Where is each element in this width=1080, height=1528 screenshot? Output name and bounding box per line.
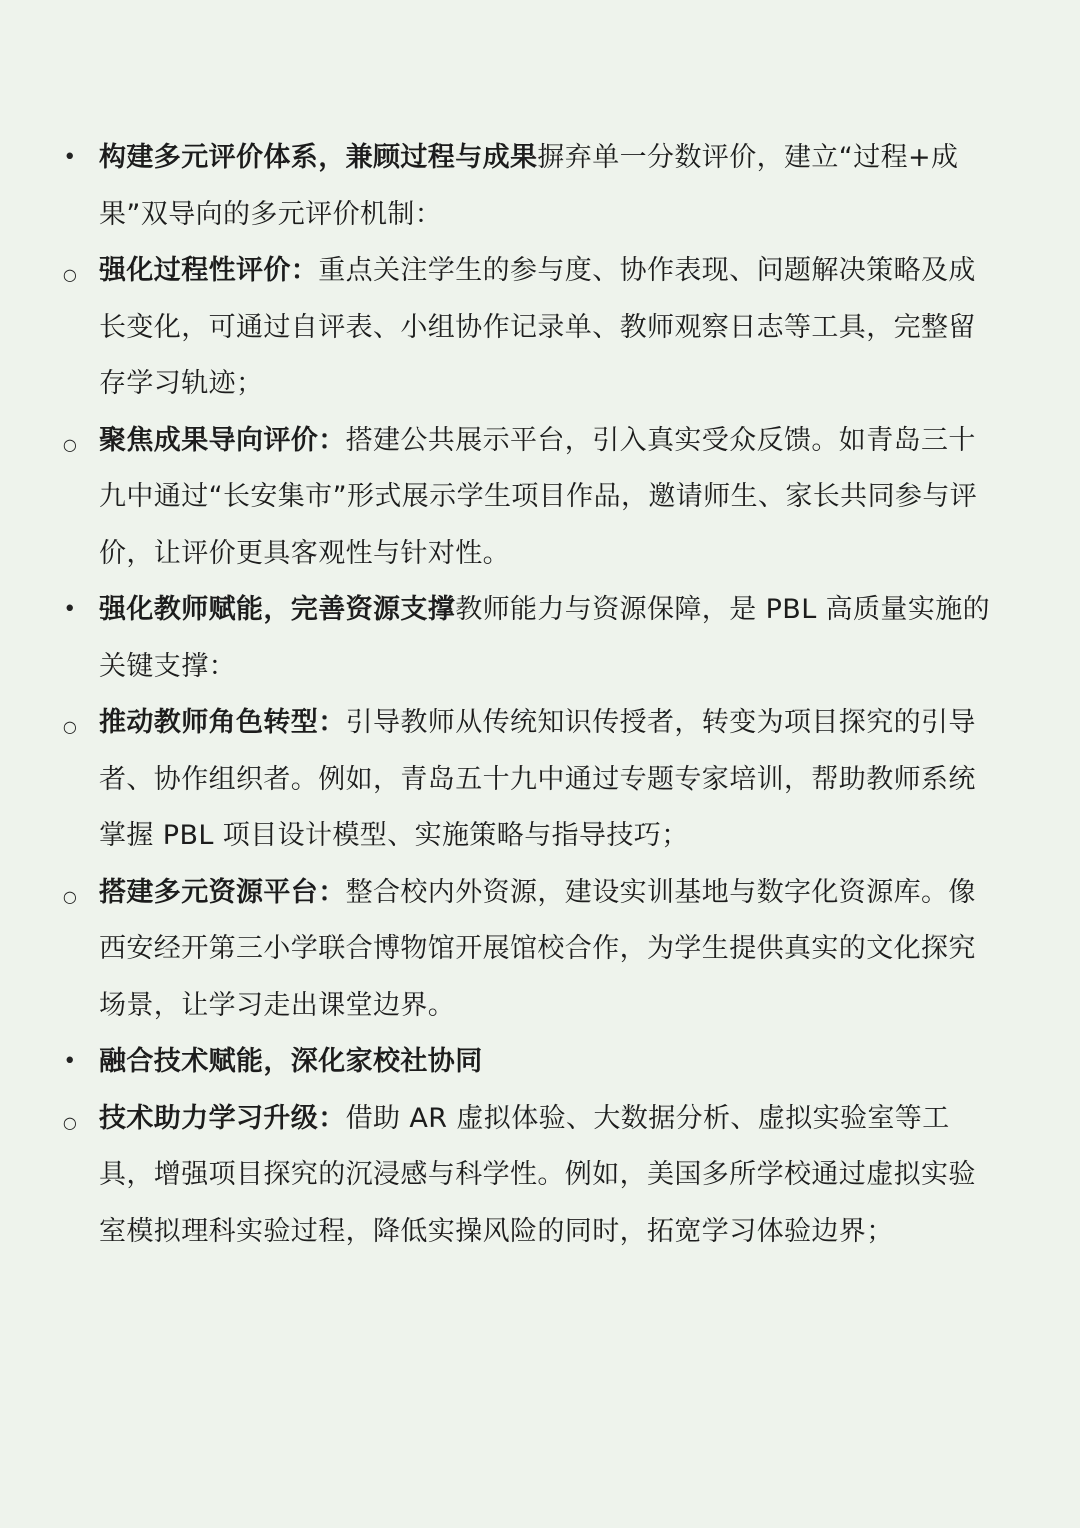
item-heading: 强化教师赋能，完善资源支撑 [99,594,456,625]
item-heading: 构建多元评价体系，兼顾过程与成果 [99,142,538,173]
item-heading: 技术助力学习升级： [99,1102,346,1134]
item-body: 教师能力与资源保障，是 PBL 高质量实施的关键支撑： [99,594,991,682]
list-item-tech-learning [0,1091,990,1261]
list-item-process-evaluation [0,243,990,413]
list-item-evaluation-system [0,130,990,243]
item-body: 借助 AR 虚拟体验、大数据分析、虚拟实验室等工具，增强项目探究的沉浸感与科学性。例如，美国多所学校通过虚拟实验室模拟理科实验过程，降低实操风险的同时，拓宽学习体验边界； [99,1102,976,1247]
item-body: 搭建公共展示平台，引入真实受众反馈。如青岛三十九中通过“长安集市”形式展示学生项目作品，邀请师生、家长共同参与评价，让评价更具客观性与针对性。 [99,424,978,569]
item-heading: 推动教师角色转型： [99,707,346,738]
item-heading: 融合技术赋能，深化家校社协同 [99,1046,483,1077]
list-item-technology-empowerment [0,1034,990,1091]
circle-marker: ○ [62,265,78,284]
list-item-resource-platform [0,865,990,1035]
circle-marker: ○ [62,886,78,906]
circle-marker: ○ [62,434,78,454]
bullet-marker: • [63,145,77,170]
item-body: 整合校内外资源，建设实训基地与数字化资源库。像西安经开第三小学联合博物馆开展馆校合作，为学生提供真实的文化探究场景，让学习走出课堂边界。 [99,876,976,1021]
item-body: 摒弃单一分数评价，建立“过程+成果”双导向的多元评价机制： [99,142,959,230]
circle-marker: ○ [62,717,78,736]
bullet-marker: • [63,597,77,622]
list-item-outcome-evaluation [0,413,990,583]
bullet-marker: • [63,1049,77,1074]
item-heading: 搭建多元资源平台： [99,876,346,908]
item-body: 引导教师从传统知识传授者，转变为项目探究的引导者、协作组织者。例如，青岛五十九中通过专题专家培训，帮助教师系统掌握 PBL 项目设计模型、实施策略与指导技巧； [99,707,976,851]
item-heading: 强化过程性评价： [99,255,319,286]
list-item-teacher-empowerment [0,582,990,695]
item-heading: 聚焦成果导向评价： [99,424,346,456]
circle-marker: ○ [62,1112,78,1132]
item-body: 重点关注学生的参与度、协作表现、问题解决策略及成长变化，可通过自评表、小组协作记录单、教师观察日志等工具，完整留存学习轨迹； [99,255,976,399]
list-item-teacher-role [0,695,990,865]
